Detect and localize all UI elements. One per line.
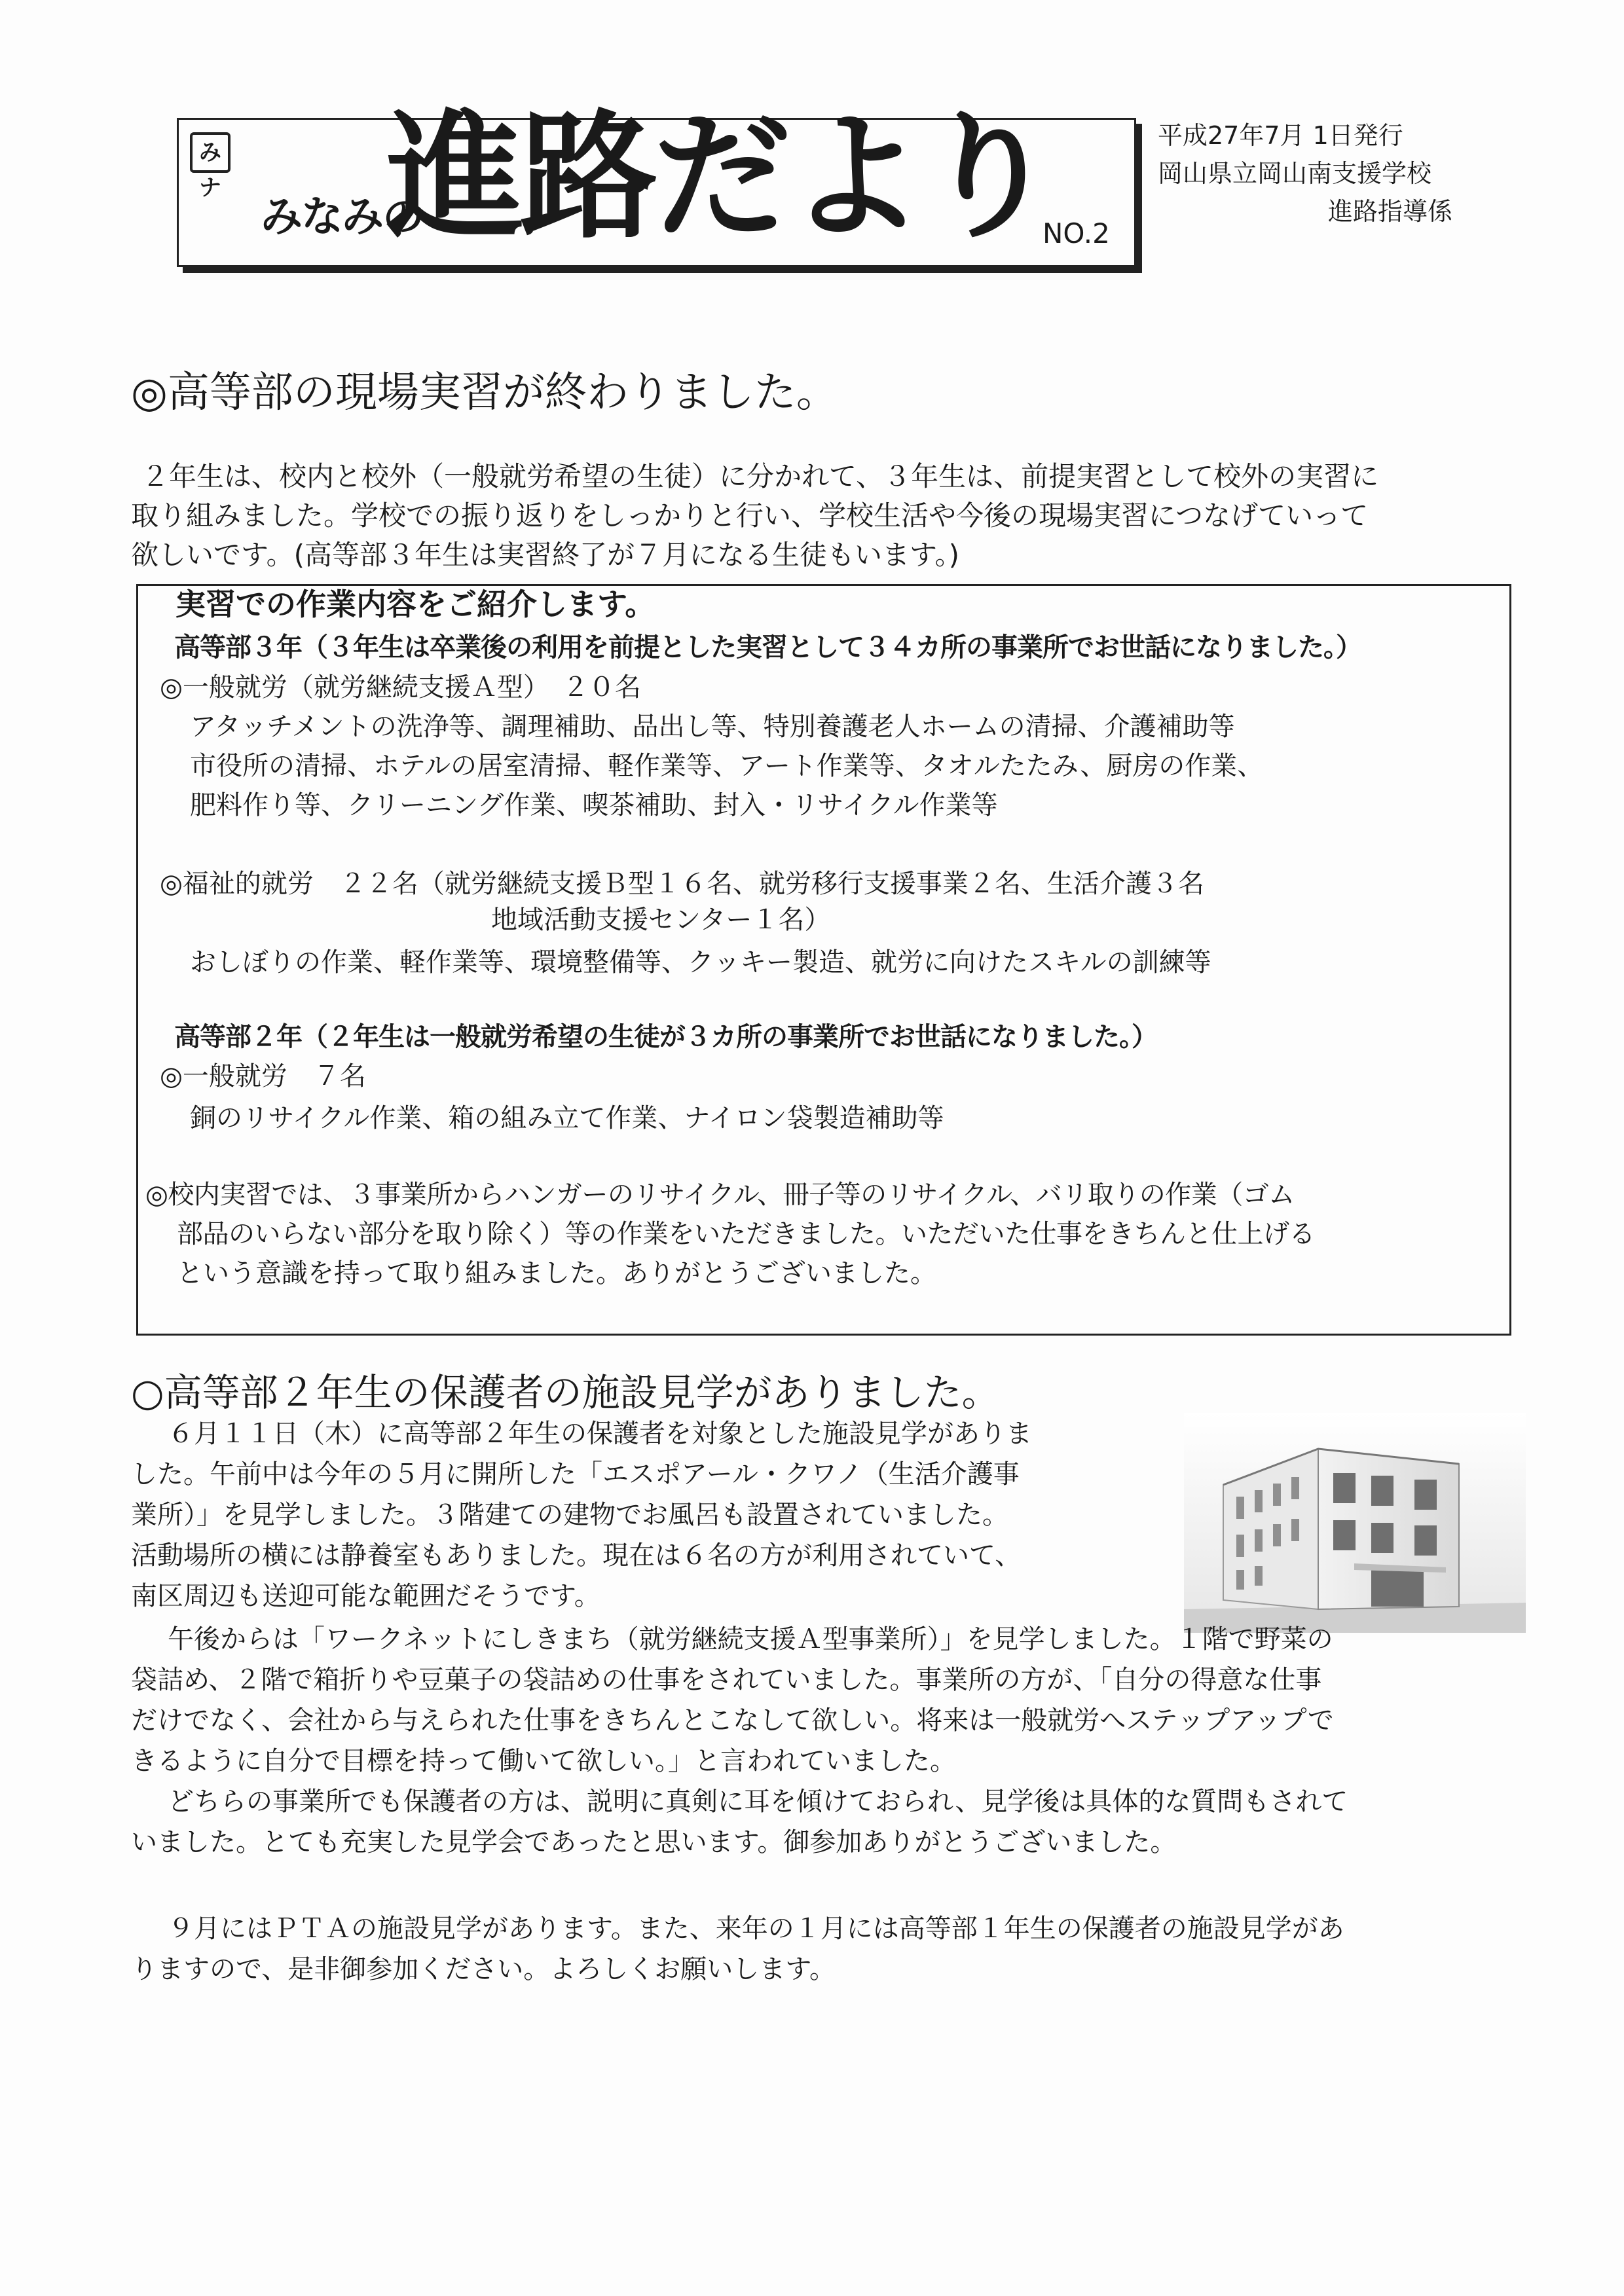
masthead xyxy=(177,97,1136,267)
grade3-general-task-line: 市役所の清掃、ホテルの居室清掃、軽作業等、アート作業等、タオルたたみ、厨房の作業、 xyxy=(190,751,1264,781)
section2-para3-line: いました。とても充実した見学会であったと思います。御参加ありがとうございました。 xyxy=(131,1827,1177,1857)
publication-info xyxy=(1158,117,1452,230)
section2-para2-line: 袋詰め、２階で箱折りや豆菓子の袋詰めの仕事をされていました。事業所の方が、「自分の得意な仕事 xyxy=(131,1665,1322,1695)
grade2-tasks: 銅のリサイクル作業、箱の組み立て作業、ナイロン袋製造補助等 xyxy=(190,1103,944,1133)
section2-para1-line: ６月１１日（木）に高等部２年生の保護者を対象とした施設見学がありま xyxy=(168,1419,1032,1449)
section2-para1-line: 活動場所の横には静養室もありました。現在は６名の方が利用されていて、 xyxy=(131,1540,1022,1571)
grade3-general-label: ◎一般就労（就労継続支援Ａ型） ２０名 xyxy=(160,672,641,702)
section2-heading: ○高等部２年生の保護者の施設見学がありました。 xyxy=(131,1370,1000,1415)
school-practice-line: という意識を持って取り組みました。ありがとうございました。 xyxy=(177,1258,936,1288)
section2-para2-line: きるように自分で目標を持って働いて欲しい。」と言われていました。 xyxy=(131,1746,956,1776)
issue-number: NO.2 xyxy=(1043,217,1110,249)
school-practice-line: 部品のいらない部分を取り除く）等の作業をいただきました。いただいた仕事をきちんと仕上げる xyxy=(177,1219,1315,1249)
grade3-general-task-line: アタッチメントの洗浄等、調理補助、品出し等、特別養護老人ホームの清掃、介護補助等 xyxy=(190,712,1235,742)
publication-date: 平成27年7月 1日発行 xyxy=(1158,121,1403,150)
section2-para2-line: だけでなく、会社から与えられた仕事をきちんとこなして欲しい。将来は一般就労へステップアップで xyxy=(131,1705,1334,1736)
section1-heading: ◎高等部の現場実習が終わりました。 xyxy=(131,369,838,417)
department-name: 進路指導係 xyxy=(1328,197,1453,226)
facility-building-image xyxy=(1184,1413,1526,1633)
school-practice-line: ◎校内実習では、３事業所からハンガーのリサイクル、冊子等のリサイクル、バリ取りの作業（ゴム xyxy=(145,1180,1295,1210)
box-title: 実習での作業内容をご紹介します。 xyxy=(175,587,655,622)
school-logo-icon: みナ xyxy=(190,132,231,173)
section2-para4-line: ９月にはＰＴＡの施設見学があります。また、来年の１月には高等部１年生の保護者の施設見学があ xyxy=(168,1914,1344,1944)
section1-intro-line: 欲しいです。(高等部３年生は実習終了が７月になる生徒もいます。) xyxy=(131,539,960,571)
grade3-general-task-line: 肥料作り等、クリーニング作業、喫茶補助、封入・リサイクル作業等 xyxy=(190,790,998,820)
masthead-subtitle: みなみの xyxy=(261,193,423,242)
grade2-heading: 高等部２年（２年生は一般就労希望の生徒が３カ所の事業所でお世話になりました。） xyxy=(174,1022,1157,1052)
grade3-welfare-label-cont: 地域活動支援センター１名） xyxy=(491,905,831,935)
section2-para1-line: 業所）」を見学しました。３階建ての建物でお風呂も設置されていました。 xyxy=(131,1500,1008,1530)
school-name: 岡山県立岡山南支援学校 xyxy=(1158,159,1432,188)
grade3-welfare-label: ◎福祉的就労 ２２名（就労継続支援Ｂ型１６名、就労移行支援事業２名、生活介護３名 xyxy=(160,869,1204,899)
grade3-welfare-tasks: おしぼりの作業、軽作業等、環境整備等、クッキー製造、就労に向けたスキルの訓練等 xyxy=(190,947,1211,977)
section2-para2-line: 午後からは「ワークネットにしきまち（就労継続支援Ａ型事業所）」を見学しました。１階で野菜の xyxy=(168,1624,1333,1654)
section1-intro-line: ２年生は、校内と校外（一般就労希望の生徒）に分かれて、３年生は、前提実習として校外の実習に xyxy=(141,460,1379,492)
grade2-general-label: ◎一般就労 ７名 xyxy=(160,1061,366,1091)
section1-intro-line: 取り組みました。学校での振り返りをしっかりと行い、学校生活や今後の現場実習につなげていって xyxy=(131,500,1369,532)
grade3-heading: 高等部３年（３年生は卒業後の利用を前提とした実習として３４カ所の事業所でお世話になりました。） xyxy=(174,632,1361,663)
section2-para4-line: りますので、是非御参加ください。よろしくお願いします。 xyxy=(131,1954,836,1984)
section2-para1-line: した。午前中は今年の５月に開所した「エスポアール・クワノ（生活介護事 xyxy=(131,1459,1020,1489)
section2-para3-line: どちらの事業所でも保護者の方は、説明に真剣に耳を傾けておられ、見学後は具体的な質問もされて xyxy=(168,1787,1348,1817)
section2-para1-line: 南区周辺も送迎可能な範囲だそうです。 xyxy=(131,1581,600,1611)
newsletter-title: 進路だより xyxy=(386,97,1055,257)
